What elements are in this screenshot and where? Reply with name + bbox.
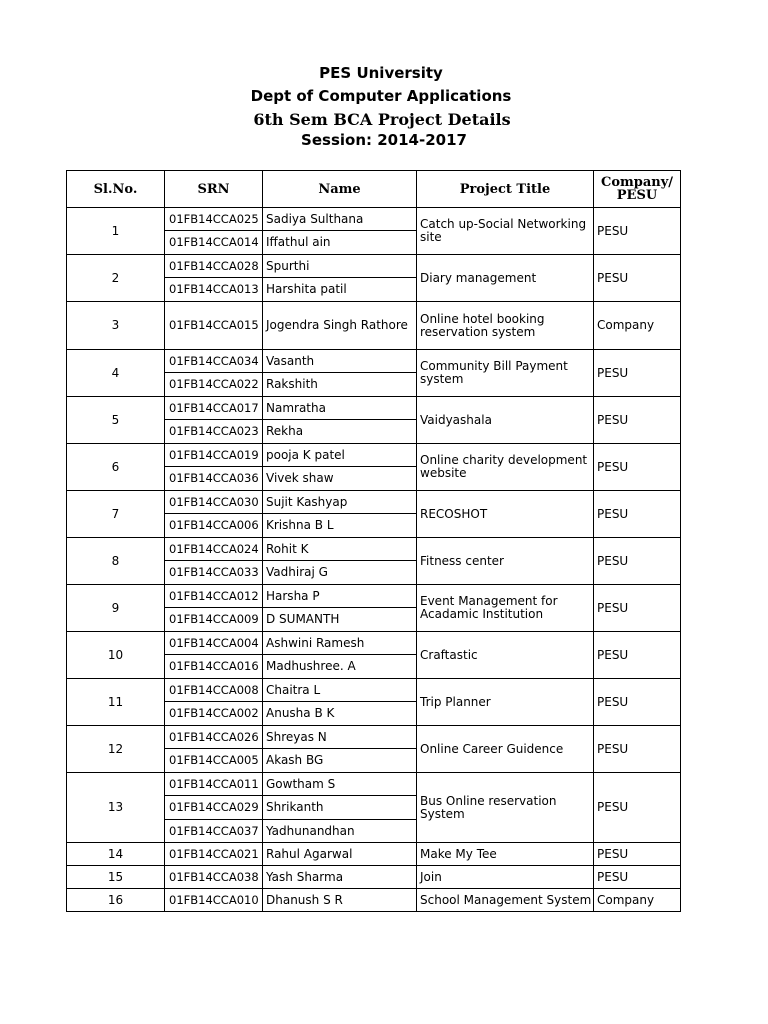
srn-cell: 01FB14CCA033 [165, 561, 263, 585]
srn-cell: 01FB14CCA024 [165, 538, 263, 561]
serial-number-cell: 10 [67, 632, 165, 679]
srn-cell: 01FB14CCA008 [165, 679, 263, 702]
student-name-cell: D SUMANTH [263, 608, 417, 632]
srn-cell: 01FB14CCA036 [165, 467, 263, 491]
company-cell: PESU [594, 255, 681, 302]
student-name-cell: Rohit K [263, 538, 417, 561]
session-label: Session: 2014-2017 [301, 131, 467, 149]
company-cell: PESU [594, 773, 681, 843]
student-name-cell: Madhushree. A [263, 655, 417, 679]
university-name: PES University [319, 64, 443, 82]
project-title-cell: Online hotel booking reservation system [417, 302, 594, 350]
company-cell: PESU [594, 843, 681, 866]
table-row [67, 350, 681, 373]
table-row [67, 585, 681, 608]
table-row [67, 726, 681, 749]
project-title-cell: Diary management [417, 255, 594, 302]
srn-cell: 01FB14CCA002 [165, 702, 263, 726]
srn-cell: 01FB14CCA037 [165, 820, 263, 843]
student-name-cell: pooja K patel [263, 444, 417, 467]
table-row [67, 255, 681, 278]
student-name-cell: Akash BG [263, 749, 417, 773]
project-title-cell: Fitness center [417, 538, 594, 585]
serial-number-cell: 5 [67, 397, 165, 444]
student-name-cell: Yadhunandhan [263, 820, 417, 843]
student-name-cell: Yash Sharma [263, 866, 417, 889]
table-row [67, 397, 681, 420]
table-row [67, 679, 681, 702]
project-title-cell: Community Bill Payment system [417, 350, 594, 397]
srn-cell: 01FB14CCA025 [165, 208, 263, 231]
srn-cell: 01FB14CCA011 [165, 773, 263, 796]
serial-number-cell: 15 [67, 866, 165, 889]
student-name-cell: Rekha [263, 420, 417, 444]
student-name-cell: Sadiya Sulthana [263, 208, 417, 231]
project-title-cell: Trip Planner [417, 679, 594, 726]
srn-cell: 01FB14CCA034 [165, 350, 263, 373]
serial-number-cell: 8 [67, 538, 165, 585]
srn-cell: 01FB14CCA038 [165, 866, 263, 889]
project-title-cell: Online Career Guidence [417, 726, 594, 773]
student-name-cell: Dhanush S R [263, 889, 417, 912]
student-name-cell: Ashwini Ramesh [263, 632, 417, 655]
company-cell: PESU [594, 585, 681, 632]
project-details-table [66, 170, 681, 912]
serial-number-cell: 11 [67, 679, 165, 726]
table-row [67, 208, 681, 231]
table-row [67, 843, 681, 866]
project-title-cell: Join [417, 866, 594, 889]
company-cell: PESU [594, 208, 681, 255]
student-name-cell: Shreyas N [263, 726, 417, 749]
student-name-cell: Anusha B K [263, 702, 417, 726]
srn-cell: 01FB14CCA009 [165, 608, 263, 632]
student-name-cell: Gowtham S [263, 773, 417, 796]
student-name-cell: Vivek shaw [263, 467, 417, 491]
company-cell: PESU [594, 866, 681, 889]
serial-number-cell: 4 [67, 350, 165, 397]
company-cell: PESU [594, 491, 681, 538]
srn-cell: 01FB14CCA030 [165, 491, 263, 514]
srn-cell: 01FB14CCA005 [165, 749, 263, 773]
serial-number-cell: 2 [67, 255, 165, 302]
student-name-cell: Krishna B L [263, 514, 417, 538]
srn-cell: 01FB14CCA023 [165, 420, 263, 444]
student-name-cell: Vasanth [263, 350, 417, 373]
student-name-cell: Spurthi [263, 255, 417, 278]
table-row [67, 491, 681, 514]
srn-cell: 01FB14CCA029 [165, 796, 263, 820]
company-cell: PESU [594, 444, 681, 491]
table-row [67, 632, 681, 655]
student-name-cell: Namratha [263, 397, 417, 420]
table-row [67, 773, 681, 796]
company-cell: Company [594, 302, 681, 350]
project-title-cell: Make My Tee [417, 843, 594, 866]
company-cell: PESU [594, 726, 681, 773]
student-name-cell: Sujit Kashyap [263, 491, 417, 514]
serial-number-cell: 1 [67, 208, 165, 255]
serial-number-cell: 7 [67, 491, 165, 538]
project-title-cell: Bus Online reservation System [417, 773, 594, 843]
project-title-cell: Online charity development website [417, 444, 594, 491]
srn-cell: 01FB14CCA015 [165, 302, 263, 350]
column-header-slno: Sl.No. [67, 171, 165, 208]
srn-cell: 01FB14CCA017 [165, 397, 263, 420]
company-cell: PESU [594, 679, 681, 726]
student-name-cell: Chaitra L [263, 679, 417, 702]
column-header-project-title: Project Title [417, 171, 594, 208]
company-cell: PESU [594, 632, 681, 679]
serial-number-cell: 3 [67, 302, 165, 350]
project-title-cell: Event Management for Acadamic Institution [417, 585, 594, 632]
table-row [67, 889, 681, 912]
company-cell: PESU [594, 397, 681, 444]
table-body [67, 208, 681, 912]
serial-number-cell: 6 [67, 444, 165, 491]
srn-cell: 01FB14CCA028 [165, 255, 263, 278]
serial-number-cell: 13 [67, 773, 165, 843]
table-row [67, 302, 681, 350]
company-cell: PESU [594, 538, 681, 585]
srn-cell: 01FB14CCA004 [165, 632, 263, 655]
project-title-cell: Craftastic [417, 632, 594, 679]
column-header-name: Name [263, 171, 417, 208]
srn-cell: 01FB14CCA026 [165, 726, 263, 749]
srn-cell: 01FB14CCA014 [165, 231, 263, 255]
srn-cell: 01FB14CCA010 [165, 889, 263, 912]
project-title-cell: RECOSHOT [417, 491, 594, 538]
table-header-row [67, 171, 681, 208]
company-cell: PESU [594, 350, 681, 397]
student-name-cell: Rakshith [263, 373, 417, 397]
srn-cell: 01FB14CCA019 [165, 444, 263, 467]
project-title-cell: Catch up-Social Networking site [417, 208, 594, 255]
student-name-cell: Rahul Agarwal [263, 843, 417, 866]
column-header-company: Company/ PESU [594, 171, 681, 208]
student-name-cell: Shrikanth [263, 796, 417, 820]
serial-number-cell: 16 [67, 889, 165, 912]
company-cell: Company [594, 889, 681, 912]
srn-cell: 01FB14CCA016 [165, 655, 263, 679]
student-name-cell: Jogendra Singh Rathore [263, 302, 417, 350]
srn-cell: 01FB14CCA022 [165, 373, 263, 397]
serial-number-cell: 12 [67, 726, 165, 773]
srn-cell: 01FB14CCA012 [165, 585, 263, 608]
project-title-cell: Vaidyashala [417, 397, 594, 444]
srn-cell: 01FB14CCA013 [165, 278, 263, 302]
serial-number-cell: 14 [67, 843, 165, 866]
student-name-cell: Iffathul ain [263, 231, 417, 255]
department-name: Dept of Computer Applications [250, 87, 512, 105]
srn-cell: 01FB14CCA021 [165, 843, 263, 866]
srn-cell: 01FB14CCA006 [165, 514, 263, 538]
student-name-cell: Vadhiraj G [263, 561, 417, 585]
student-name-cell: Harsha P [263, 585, 417, 608]
serial-number-cell: 9 [67, 585, 165, 632]
document-title: 6th Sem BCA Project Details [253, 110, 511, 129]
table-row [67, 866, 681, 889]
student-name-cell: Harshita patil [263, 278, 417, 302]
project-title-cell: School Management System [417, 889, 594, 912]
column-header-srn: SRN [165, 171, 263, 208]
table-row [67, 538, 681, 561]
table-row [67, 444, 681, 467]
